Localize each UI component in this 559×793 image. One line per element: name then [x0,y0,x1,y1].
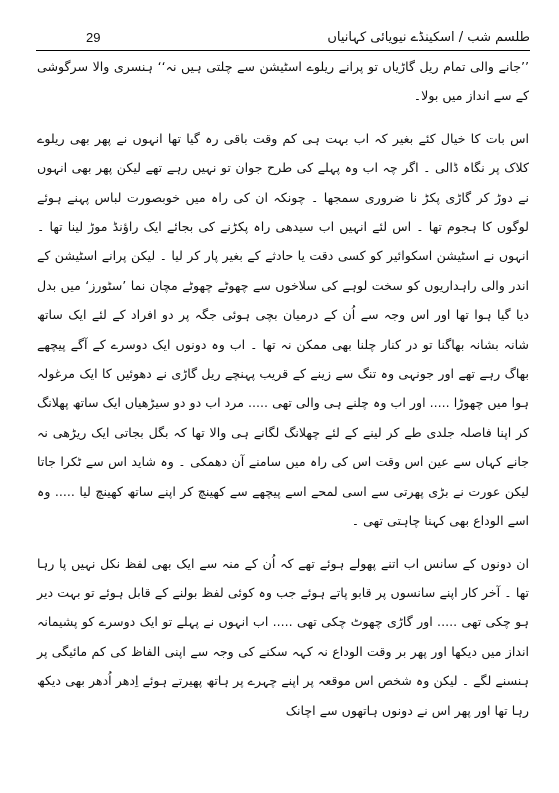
page-header [36,30,530,48]
paragraph: اس بات کا خیال کئے بغیر کہ اب بہت ہی کم وقت باقی رہ گیا تھا انہوں نے پھر بھی ریلوے کلاک پر نگاہ ڈالی ۔ اگر چہ اب وہ پہلے کی طرح جوان تو نہیں رہے تھے لیکن پھر بھی انہوں نے دوڑ کر گاڑی پکڑ نا ضروری سمجھا ۔ چونکہ ان کی راہ میں خوبصورت لباس پہنے ہوئے لوگوں کا ہجوم تھا ۔ اس لئے انہیں اب سیدھی راہ پکڑنے کی بجائے ایک راؤنڈ موڑ لینا تھا ۔ انہوں نے اسٹیشن اسکوائیر کو کسی دقت یا حادثے کے بغیر پار کر لیا ۔ لیکن پرانے اسٹیشن کے اندر والی راہداریوں کو سخت لوہے کی سلاخوں سے چھوٹے چھوٹے مچان نما ’سٹورز‘ میں بدل دیا گیا ہوا تھا اور اس وجہ سے اُن کے درمیان بچی ہوئی جگہ پر دو افراد کے لئے ایک ساتھ شانہ بشانہ بھاگنا تو در کنار چلنا بھی ممکن نہ تھا ۔ اب وہ دونوں ایک دوسرے کے آگے پیچھے بھاگ رہے تھے اور جونہی وہ تنگ سے زینے کے قریب پہنچے ریل گاڑی نے دھوئیں کا ایک مرغولہ ہوا میں چھوڑا ..... اور اب وہ چلنے ہی والی تھی ..... مرد اب دو دو سیڑھیاں ایک ساتھ پھلانگ کر اپنا فاصلہ جلدی طے کر لینے کے لئے چھلانگ لگانے ہی والا تھا کہ بگل بجاتی ایک ریڑھی نہ جانے کہاں سے عین اس وقت اس کی راہ میں سامنے آن دھمکی ۔ وہ شاید اس سے ٹکرا جاتا لیکن عورت نے بڑی پھرتی سے اسی لمحے اسے پیچھے سے کھینچ کر اپنے ساتھ کھینچ لیا ..... وہ اسے الوداع بھی کہنا چاہتی تھی ۔ [37,130,529,529]
paragraph: ان دونوں کے سانس اب اتنے پھولے ہوئے تھے کہ اُن کے منہ سے ایک بھی لفظ نکل نہیں پا رہا تھا ۔ آخر کار اپنے سانسوں پر قابو پاتے ہوئے جب وہ کوئی لفظ بولنے کے قابل ہوئے تو بہت دیر ہو چکی تھی ..... اور گاڑی چھوٹ چکی تھی ..... اب انہوں نے پہلے تو ایک دوسرے کو پشیمانہ انداز میں دیکھا اور پھر بر وقت الوداع نہ کہہ سکنے کی وجہ سے اپنی الفاظ کی کم مائیگی پر ہنسنے لگے ۔ لیکن وہ شخص اس موقعہ پر اپنے چہرے پر ہاتھ پھیرتے ہوئے اِدھر اُدھر بھی دیکھ رہا تھا اور پھر اس نے دونوں ہاتھوں سے اچانک [37,555,529,718]
page-number: 29 [86,30,101,45]
body-text [37,52,529,725]
running-title: طلسم شب / اسکینڈے نیویائی کہانیاں [327,30,530,45]
header-divider [36,50,530,51]
paragraph: ’’جانے والی تمام ریل گاڑیاں تو پرانے ریلوے اسٹیشن سے چلتی ہیں نہ‘‘ ہنسری والا سرگوشی کے سے انداز میں بولا۔ [37,59,529,104]
